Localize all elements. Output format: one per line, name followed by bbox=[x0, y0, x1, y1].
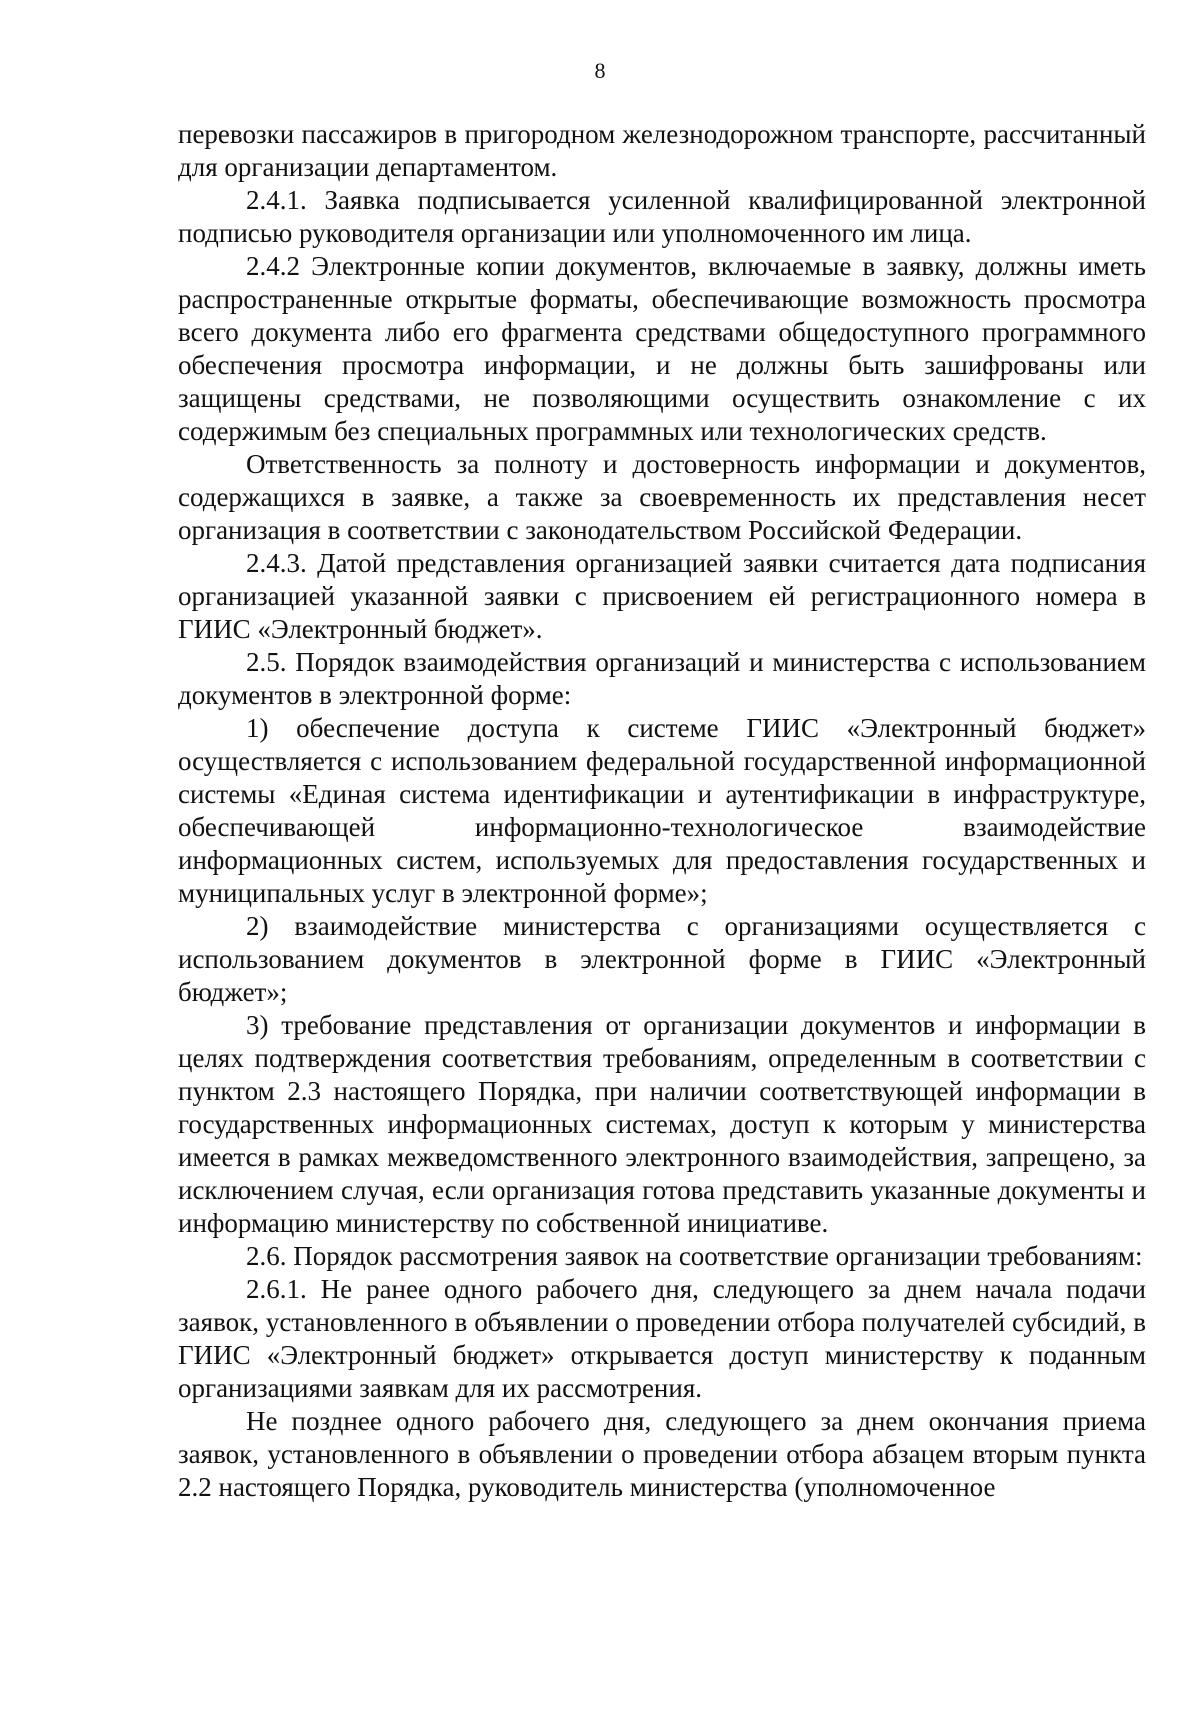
list-item-3: 3) требование представления от организации документов и информации в целях подтверждения соответствия требованиям, определенным в соответствии с пунктом 2.3 настоящего Порядка, при наличии соответствующей информации в государственных информационных системах, доступ к которым у министерства имеется в рамках межведомственного электронного взаимодействия, запрещено, за исключением случая, если организация готова представить указанные документы и информацию министерству по собственной инициативе. bbox=[178, 1010, 1146, 1238]
paragraph-2-6: 2.6. Порядок рассмотрения заявок на соответствие организации требованиям: bbox=[246, 1241, 1143, 1271]
paragraph-2-5: 2.5. Порядок взаимодействия организаций и министерства с использованием документов в электронной форме: bbox=[178, 647, 1146, 710]
paragraph-deadline: Не позднее одного рабочего дня, следующего за днем окончания приема заявок, установленного в объявлении о проведении отбора абзацем вторым пункта 2.2 настоящего Порядка, руководитель министерства (уполномоченное bbox=[178, 1406, 1146, 1502]
paragraph-responsibility: Ответственность за полноту и достоверность информации и документов, содержащихся в заявке, а также за своевременность их представления несет организация в соответствии с законодательством Российской Федерации. bbox=[178, 449, 1146, 545]
paragraph-continuation: перевозки пассажиров в пригородном железнодорожном транспорте, рассчитанный для организации департаментом. bbox=[178, 119, 1146, 182]
document-body bbox=[178, 118, 1146, 1504]
list-item-2: 2) взаимодействие министерства с организациями осуществляется с использованием документов в электронной форме в ГИИС «Электронный бюджет»; bbox=[178, 911, 1146, 1007]
paragraph-2-6-1: 2.6.1. Не ранее одного рабочего дня, следующего за днем начала подачи заявок, установленного в объявлении о проведении отбора получателей субсидий, в ГИИС «Электронный бюджет» открывается доступ министерству к поданным организациями заявкам для их рассмотрения. bbox=[178, 1274, 1146, 1403]
paragraph-2-4-2: 2.4.2 Электронные копии документов, включаемые в заявку, должны иметь распространенные открытые форматы, обеспечивающие возможность просмотра всего документа либо его фрагмента средствами общедоступного программного обеспечения просмотра информации, и не должны быть зашифрованы или защищены средствами, не позволяющими осуществить ознакомление с их содержимым без специальных программных или технологических средств. bbox=[178, 251, 1146, 446]
page-number: 8 bbox=[594, 58, 606, 83]
paragraph-2-4-3: 2.4.3. Датой представления организацией заявки считается дата подписания организацией указанной заявки с присвоением ей регистрационного номера в ГИИС «Электронный бюджет». bbox=[178, 548, 1146, 644]
paragraph-2-4-1: 2.4.1. Заявка подписывается усиленной квалифицированной электронной подписью руководителя организации или уполномоченного им лица. bbox=[178, 185, 1146, 248]
list-item-1: 1) обеспечение доступа к системе ГИИС «Электронный бюджет» осуществляется с использованием федеральной государственной информационной системы «Единая система идентификации и аутентификации в инфраструктуре, обеспечивающей информационно-технологическое взаимодействие информационных систем, используемых для предоставления государственных и муниципальных услуг в электронной форме»; bbox=[178, 713, 1146, 908]
